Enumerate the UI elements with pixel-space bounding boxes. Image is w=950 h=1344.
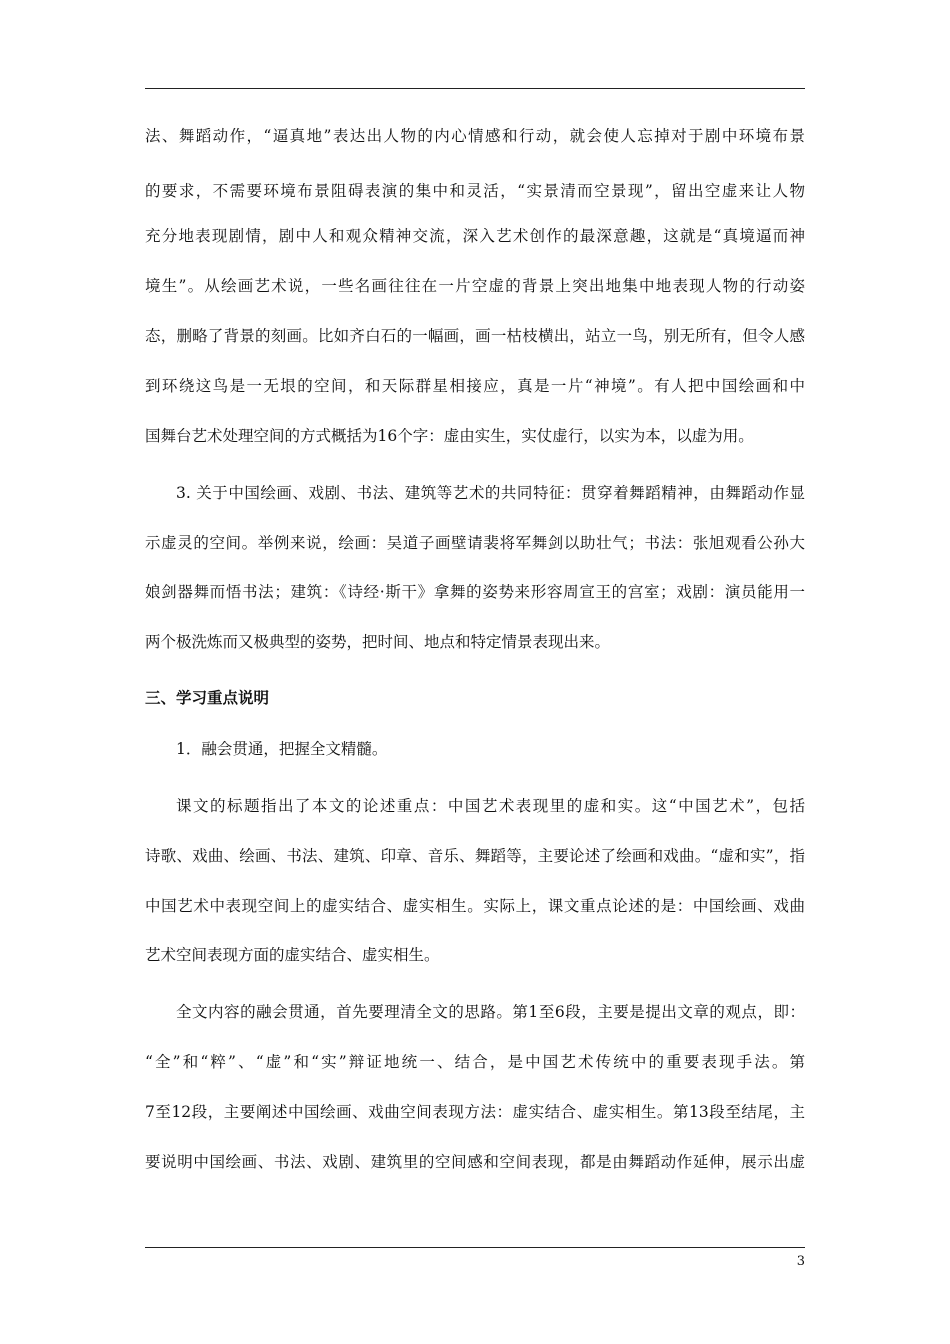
text-line: 国舞台艺术处理空间的方式概括为16个字：虚由实生，实仗虚行，以实为本，以虚为用。 bbox=[145, 427, 754, 445]
text-line: 的要求，不需要环境布景阻碍表演的集中和灵活，“实景清而空景现”，留出空虚来让人物 bbox=[145, 182, 805, 200]
page-number: 3 bbox=[796, 1254, 805, 1269]
text-line: 要说明中国绘画、书法、戏剧、建筑里的空间感和空间表现，都是由舞蹈动作延伸，展示出虚 bbox=[145, 1153, 805, 1171]
text-line: 7至12段，主要阐述中国绘画、戏曲空间表现方法：虚实结合、虚实相生。第13段至结尾，主 bbox=[145, 1103, 805, 1121]
text-line: 两个极洗炼而又极典型的姿势，把时间、地点和特定情景表现出来。 bbox=[145, 633, 611, 651]
text-line: 态，删略了背景的刻画。比如齐白石的一幅画，画一枯枝横出，站立一鸟，别无所有，但令人感 bbox=[145, 327, 805, 345]
text-line: 诗歌、戏曲、绘画、书法、建筑、印章、音乐、舞蹈等，主要论述了绘画和戏曲。“虚和实”，指 bbox=[145, 847, 805, 865]
text-line: 中国艺术中表现空间上的虚实结合、虚实相生。实际上，课文重点论述的是：中国绘画、戏曲 bbox=[145, 897, 805, 915]
text-line: 法、舞蹈动作，“逼真地”表达出人物的内心情感和行动，就会使人忘掉对于剧中环境布景 bbox=[145, 127, 805, 145]
text-line: “全”和“粹”、“虚”和“实”辩证地统一、结合，是中国艺术传统中的重要表现手法。第 bbox=[145, 1053, 805, 1071]
footer-rule bbox=[145, 1247, 805, 1248]
text-line: 娘剑器舞而悟书法；建筑：《诗经·斯干》拿舞的姿势来形容周宣王的宫室；戏剧：演员能用一 bbox=[145, 583, 805, 601]
text-line: 到环绕这鸟是一无垠的空间，和天际群星相接应，真是一片“神境”。有人把中国绘画和中 bbox=[145, 377, 805, 395]
section-heading: 三、学习重点说明 bbox=[145, 688, 270, 707]
text-line: 3. 关于中国绘画、戏剧、书法、建筑等艺术的共同特征：贯穿着舞蹈精神，由舞蹈动作显 bbox=[176, 484, 805, 502]
text-line: 艺术空间表现方面的虚实结合、虚实相生。 bbox=[145, 946, 440, 964]
text-line: 充分地表现剧情，剧中人和观众精神交流，深入艺术创作的最深意趣，这就是“真境逼而神 bbox=[145, 227, 805, 245]
text-line: 示虚灵的空间。举例来说，绘画：吴道子画壁请裴将军舞剑以助壮气；书法：张旭观看公孙大 bbox=[145, 534, 805, 552]
text-line: 全文内容的融会贯通，首先要理清全文的思路。第1至6段，主要是提出文章的观点，即： bbox=[176, 1003, 805, 1021]
text-line: 境生”。从绘画艺术说，一些名画往往在一片空虚的背景上突出地集中地表现人物的行动姿 bbox=[145, 277, 805, 295]
header-rule bbox=[145, 88, 805, 89]
text-line: 1．融会贯通，把握全文精髓。 bbox=[176, 740, 388, 758]
text-line: 课文的标题指出了本文的论述重点：中国艺术表现里的虚和实。这“中国艺术”，包括 bbox=[176, 797, 805, 815]
